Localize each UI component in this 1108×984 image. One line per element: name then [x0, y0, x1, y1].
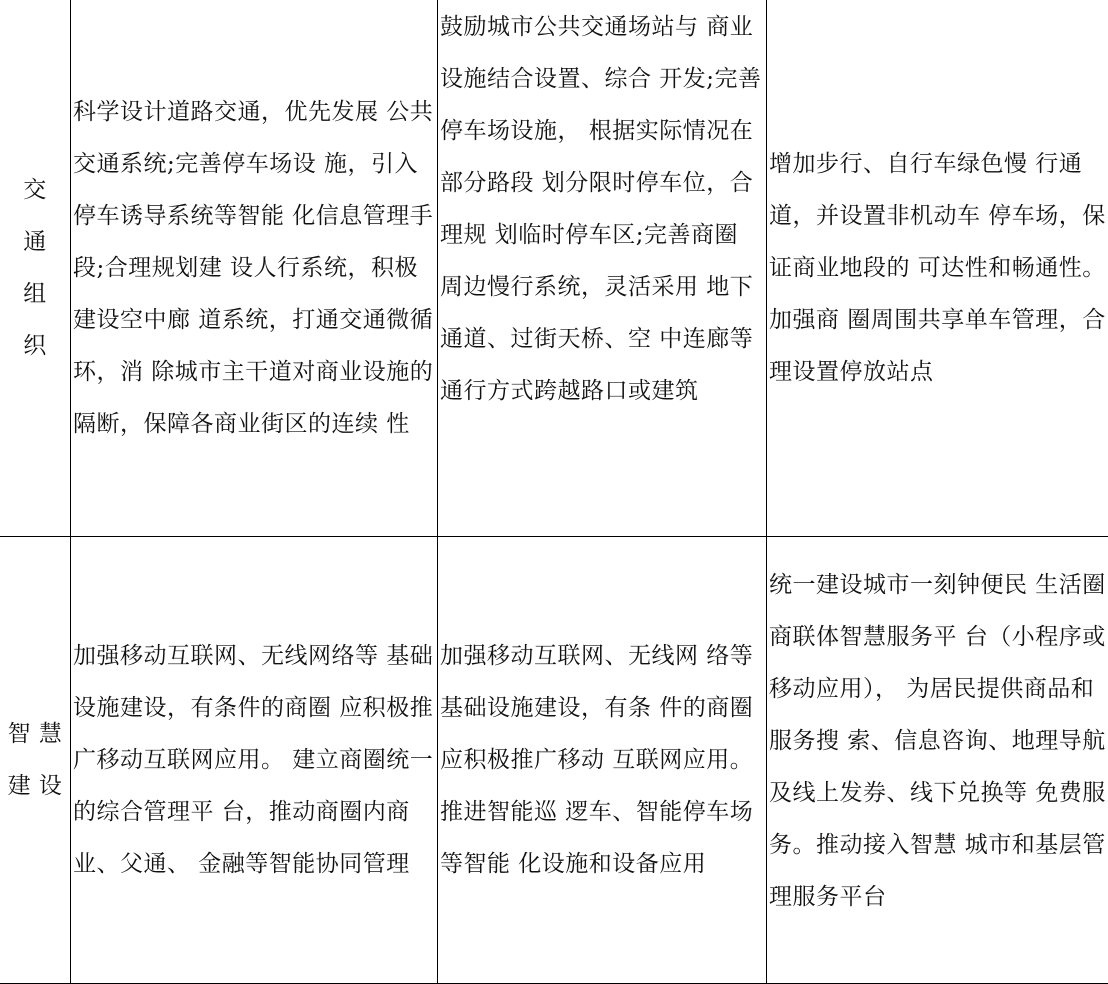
smart-col1-text: 加强移动互联网、无线网络等 基础设施建设，有条件的商圈 应积极推广移动互联网应用。 建立商圈统一的综合管理平 台，推动商圈内商业、父通、 金融等智能协同管理	[71, 630, 437, 890]
category-cell-traffic	[0, 0, 71, 537]
category-line: 建 设	[0, 760, 70, 812]
traffic-col1-cell	[71, 0, 438, 537]
category-char: 组	[0, 268, 70, 320]
smart-col2-text: 加强移动互联网、无线网 络等基础设施建设，有条 件的商圈应积极推广移动 互联网应用。推进智能巡 逻车、智能停车场等智能 化设施和设备应用	[438, 630, 766, 890]
traffic-col3-cell	[767, 0, 1108, 537]
traffic-col1-text: 科学设计道路交通，优先发展 公共交通系统;完善停车场设 施，引入停车诱导系统等智能 化信息管理手段;合理规划建 设人行系统，积极建设空中廊 道系统，打通交通微循环，消 除城市主干道对商业设施的 隔断，保障各商业街区的连续 性	[71, 86, 437, 450]
category-char: 交	[0, 164, 70, 216]
traffic-col2-text: 鼓励城市公共交通场站与 商业设施结合设置、综合 开发;完善停车场设施， 根据实际情况在部分路段 划分限时停车位，合理规 划临时停车区;完善商圈 周边慢行系统，灵活采用 地下通道、过街天桥、空 中连廊等通行方式跨越路口或建筑	[438, 1, 766, 417]
smart-col2-cell	[438, 537, 767, 984]
category-cell-smart	[0, 537, 71, 984]
category-char: 通	[0, 216, 70, 268]
traffic-col2-cell	[438, 0, 767, 537]
smart-col3-cell	[767, 537, 1108, 984]
category-char: 织	[0, 320, 70, 372]
smart-col3-text: 统一建设城市一刻钟便民 生活圈商联体智慧服务平 台（小程序或移动应用）， 为居民提供商品和服务搜 索、信息咨询、地理导航 及线上发券、线下兑换等 免费服务。推动接入智慧 城市和基层管理服务平台	[767, 559, 1108, 923]
category-line: 智 慧	[0, 708, 70, 760]
traffic-col3-text: 增加步行、自行车绿色慢 行通道，并设置非机动车 停车场，保证商业地段的 可达性和畅通性。加强商 圈周围共享单车管理，合 理设置停放站点	[767, 138, 1108, 398]
smart-col1-cell	[71, 537, 438, 984]
table-row-smart	[0, 537, 1108, 984]
